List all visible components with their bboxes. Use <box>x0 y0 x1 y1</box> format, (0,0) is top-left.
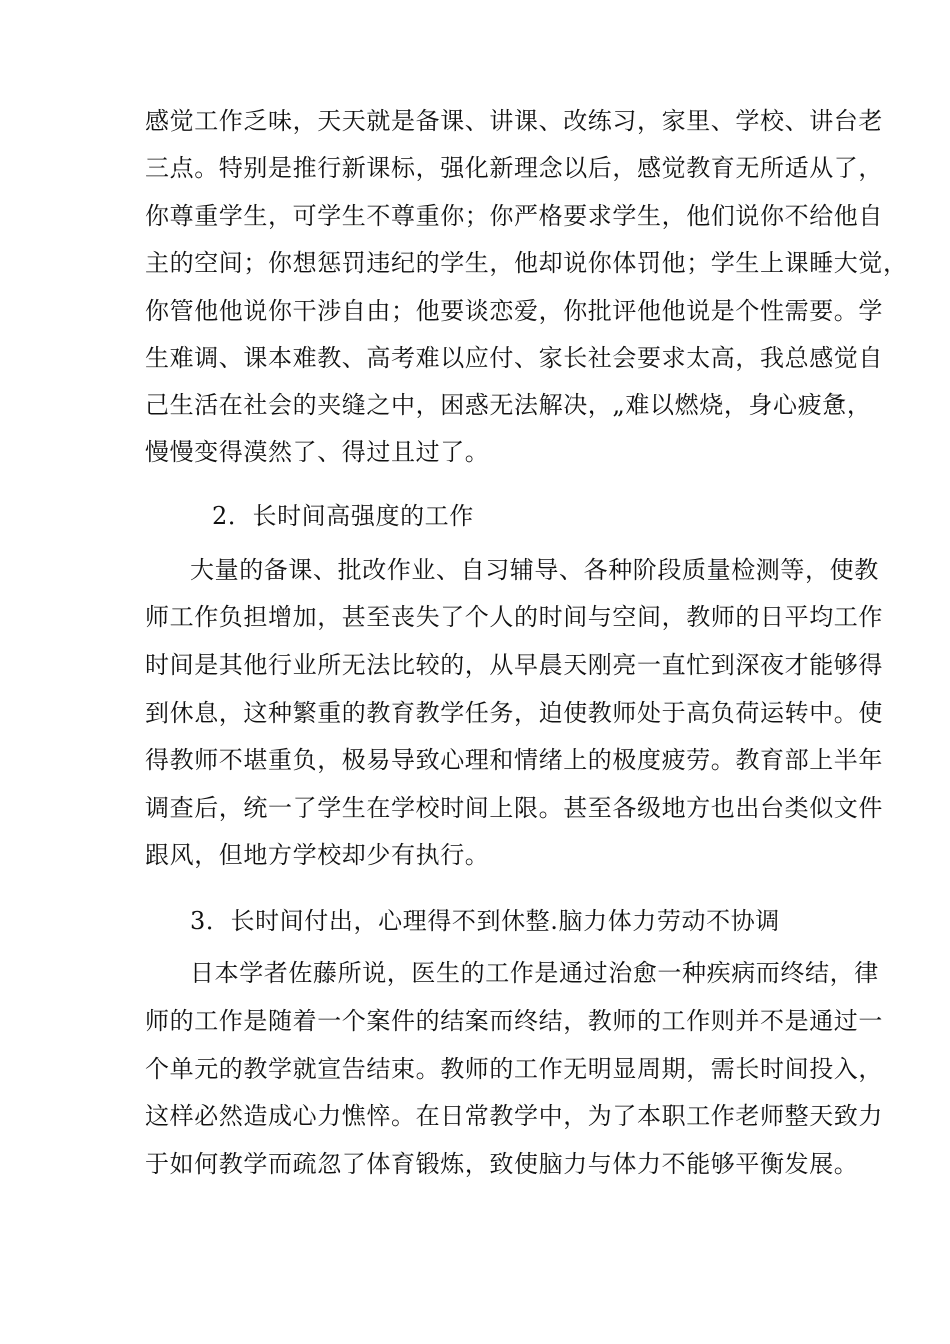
paragraph-line: 生难调、课本难教、高考难以应付、家长社会要求太高，我总感觉自 <box>145 344 883 372</box>
paragraph-line: 这样必然造成心力憔悴。在日常教学中，为了本职工作老师整天致力 <box>145 1102 883 1130</box>
section-heading: 2．长时间高强度的工作 <box>212 502 474 530</box>
paragraph-line: 感觉工作乏味，天天就是备课、讲课、改练习，家里、学校、讲台老 <box>145 107 883 135</box>
paragraph-line: 慢慢变得漠然了、得过且过了。 <box>145 438 490 466</box>
paragraph-line: 于如何教学而疏忽了体育锻炼，致使脑力与体力不能够平衡发展。 <box>145 1150 859 1178</box>
paragraph-line: 时间是其他行业所无法比较的，从早晨天刚亮一直忙到深夜才能够得 <box>145 651 883 679</box>
paragraph-line: 三点。特别是推行新课标，强化新理念以后，感觉教育无所适从了， <box>145 154 883 182</box>
section-heading: 3．长时间付出，心理得不到休整.脑力体力劳动不协调 <box>190 907 780 935</box>
paragraph-line: 你尊重学生，可学生不尊重你；你严格要求学生，他们说你不给他自 <box>145 202 883 230</box>
paragraph-line: 跟风，但地方学校却少有执行。 <box>145 841 490 869</box>
paragraph-line: 得教师不堪重负，极易导致心理和情绪上的极度疲劳。教育部上半年 <box>145 746 883 774</box>
paragraph-line: 个单元的教学就宣告结束。教师的工作无明显周期，需长时间投入， <box>145 1055 883 1083</box>
paragraph-line: 到休息，这种繁重的教育教学任务，迫使教师处于高负荷运转中。使 <box>145 699 883 727</box>
paragraph-line: 师工作负担增加，甚至丧失了个人的时间与空间，教师的日平均工作 <box>145 603 883 631</box>
paragraph-line: 己生活在社会的夹缝之中，困惑无法解决，„难以燃烧，身心疲惫， <box>145 391 872 419</box>
paragraph-line: 主的空间；你想惩罚违纪的学生，他却说你体罚他；学生上课睡大觉， <box>145 249 908 277</box>
paragraph-line: 你管他他说你干涉自由；他要谈恋爱，你批评他他说是个性需要。学 <box>145 297 883 325</box>
paragraph-line: 日本学者佐藤所说，医生的工作是通过治愈一种疾病而终结，律 <box>190 959 879 987</box>
paragraph-line: 师的工作是随着一个案件的结案而终结，教师的工作则并不是通过一 <box>145 1007 883 1035</box>
paragraph-line: 大量的备课、批改作业、自习辅导、各种阶段质量检测等，使教 <box>190 556 879 584</box>
paragraph-line: 调查后，统一了学生在学校时间上限。甚至各级地方也出台类似文件 <box>145 794 883 822</box>
